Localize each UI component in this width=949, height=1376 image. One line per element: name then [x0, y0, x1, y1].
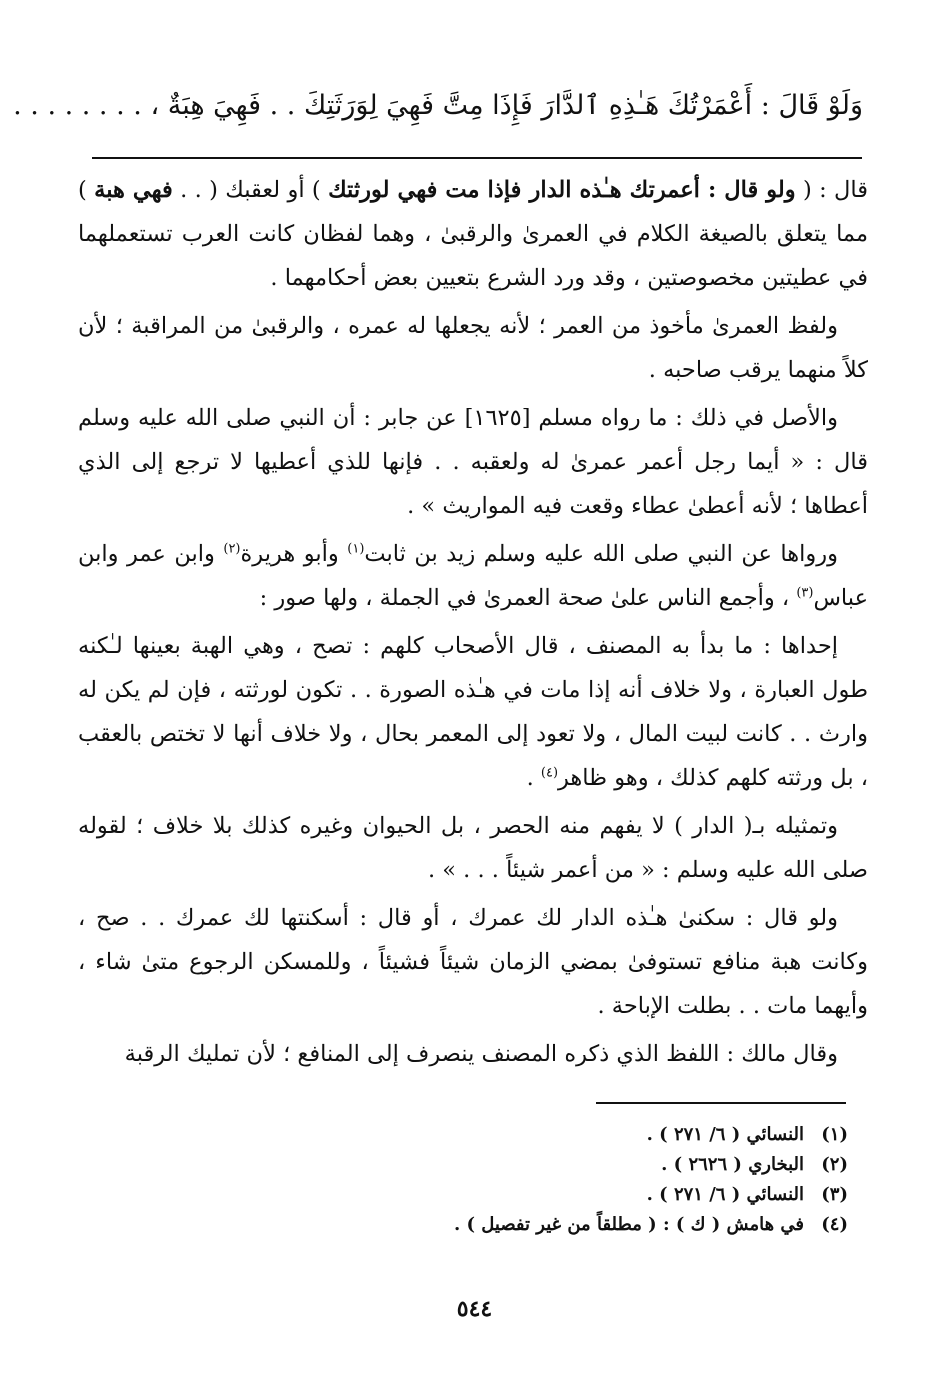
footnote-number: (٤) [821, 1214, 848, 1235]
matn-header [13, 86, 863, 126]
paragraph-text: وأبو هريرة [240, 541, 348, 567]
footnote-rule [596, 1102, 846, 1104]
footnote-number: (٢) [821, 1154, 848, 1175]
footnote-text: في هامش ( ك ) : ( مطلقاً من غير تفصيل ) . [453, 1214, 804, 1235]
paragraph-text: قال : ( [795, 177, 869, 203]
paragraph-text: . [526, 765, 541, 791]
paragraph [78, 624, 868, 800]
footnote-number: (٣) [821, 1184, 848, 1205]
header-rule [92, 157, 862, 159]
matn-quote: فهي هبة [94, 177, 173, 203]
paragraph-text: ورواها عن النبي صلى الله عليه وسلم زيد بن ثابت [364, 541, 838, 567]
footnote-item [300, 1120, 848, 1150]
paragraph-text: وابن عمر وابن عباس [78, 541, 868, 611]
paragraph [78, 396, 868, 528]
paragraph-text: ولو قال : سكنىٰ هـٰذه الدار لك عمرك ، أو قال : أسكنتها لك عمرك . . صح ، وكانت هبة منافع تستوفىٰ بمضي الزمان شيئاً فشيئاً ، وللمسكن الرجوع متىٰ شاء ، وأيهما مات . . بطلت الإباحة . [78, 905, 868, 1019]
footnotes [300, 1120, 848, 1240]
paragraph [78, 804, 868, 892]
footnote-text: النسائي ( ٦/ ٢٧١ ) . [646, 1184, 804, 1205]
commentary-body [78, 168, 868, 1080]
footnote-ref: (٣) [796, 585, 814, 601]
matn-quote: ولو قال : أعمرتك هـٰذه الدار فإذا مت فهي لورثتك [328, 177, 796, 203]
paragraph-text: إحداها : ما بدأ به المصنف ، قال الأصحاب كلهم : تصح ، وهي الهبة بعينها لـٰكنه طول العبارة ، ولا خلاف أنه إذا مات في هـٰذه الصورة . . تكون لورثته ، فإن لم يكن له وارث . . كانت لبيت المال ، ولا تعود إلى المعمر بحال ، ولا خلاف أنها لا تختص بالعقب ، بل ورثته كلهم كذلك ، وهو ظاهر [78, 633, 868, 791]
paragraph [78, 1032, 868, 1076]
paragraph-text: ، وأجمع الناس علىٰ صحة العمرىٰ في الجملة ، ولها صور : [259, 585, 797, 611]
footnote-item [300, 1150, 848, 1180]
footnote-text: البخاري ( ٢٦٢٦ ) . [661, 1154, 804, 1175]
footnote-item [300, 1180, 848, 1210]
paragraph-text: وقال مالك : اللفظ الذي ذكره المصنف ينصرف إلى المنافع ؛ لأن تمليك الرقبة [124, 1041, 838, 1067]
footnote-item [300, 1210, 848, 1240]
paragraph [78, 304, 868, 392]
page-number: ٥٤٤ [456, 1296, 493, 1322]
paragraph [78, 168, 868, 300]
matn-text: وَلَوْ قَالَ : أَعْمَرْتُكَ هَـٰذِهِ ٱلدَّارَ فَإِذَا مِتَّ فَهِيَ لِوَرَثَتِكَ . . فَهِيَ هِبَةٌ ، [141, 90, 863, 121]
paragraph-text: والأصل في ذلك : ما رواه مسلم [١٦٢٥] عن جابر : أن النبي صلى الله عليه وسلم قال : « أيما رجل أعمر عمرىٰ له ولعقبه . . فإنها للذي أعطيها لا ترجع إلى الذي أعطاها ؛ لأنه أعطىٰ عطاء وقعت فيه المواريث » . [78, 405, 868, 519]
paragraph [78, 532, 868, 620]
paragraph-text: ولفظ العمرىٰ مأخوذ من العمر ؛ لأنه يجعلها له عمره ، والرقبىٰ من المراقبة ؛ لأن كلاً منهما يرقب صاحبه . [78, 313, 868, 383]
paragraph-text: ) أو لعقبك ( . . [172, 177, 329, 203]
paragraph-text: ) مما يتعلق بالصيغة الكلام في العمرىٰ والرقبىٰ ، وهما لفظان كانت العرب تستعملهما في عطيتين مخصوصتين ، وقد ورد الشرع بتعيين بعض أحكامهما . [78, 177, 868, 291]
matn-dots: . . . . . . . . [13, 90, 142, 121]
footnote-ref: (٢) [223, 541, 241, 557]
paragraph [78, 896, 868, 1028]
footnote-ref: (٤) [540, 765, 559, 781]
footnote-ref: (١) [347, 541, 365, 557]
footnote-number: (١) [821, 1124, 848, 1145]
paragraph-text: وتمثيله بـ( الدار ) لا يفهم منه الحصر ، بل الحيوان وغيره كذلك بلا خلاف ؛ لقوله صلى الله عليه وسلم : « من أعمر شيئاً . . . » . [78, 813, 868, 883]
footnote-text: النسائي ( ٦/ ٢٧١ ) . [646, 1124, 804, 1145]
